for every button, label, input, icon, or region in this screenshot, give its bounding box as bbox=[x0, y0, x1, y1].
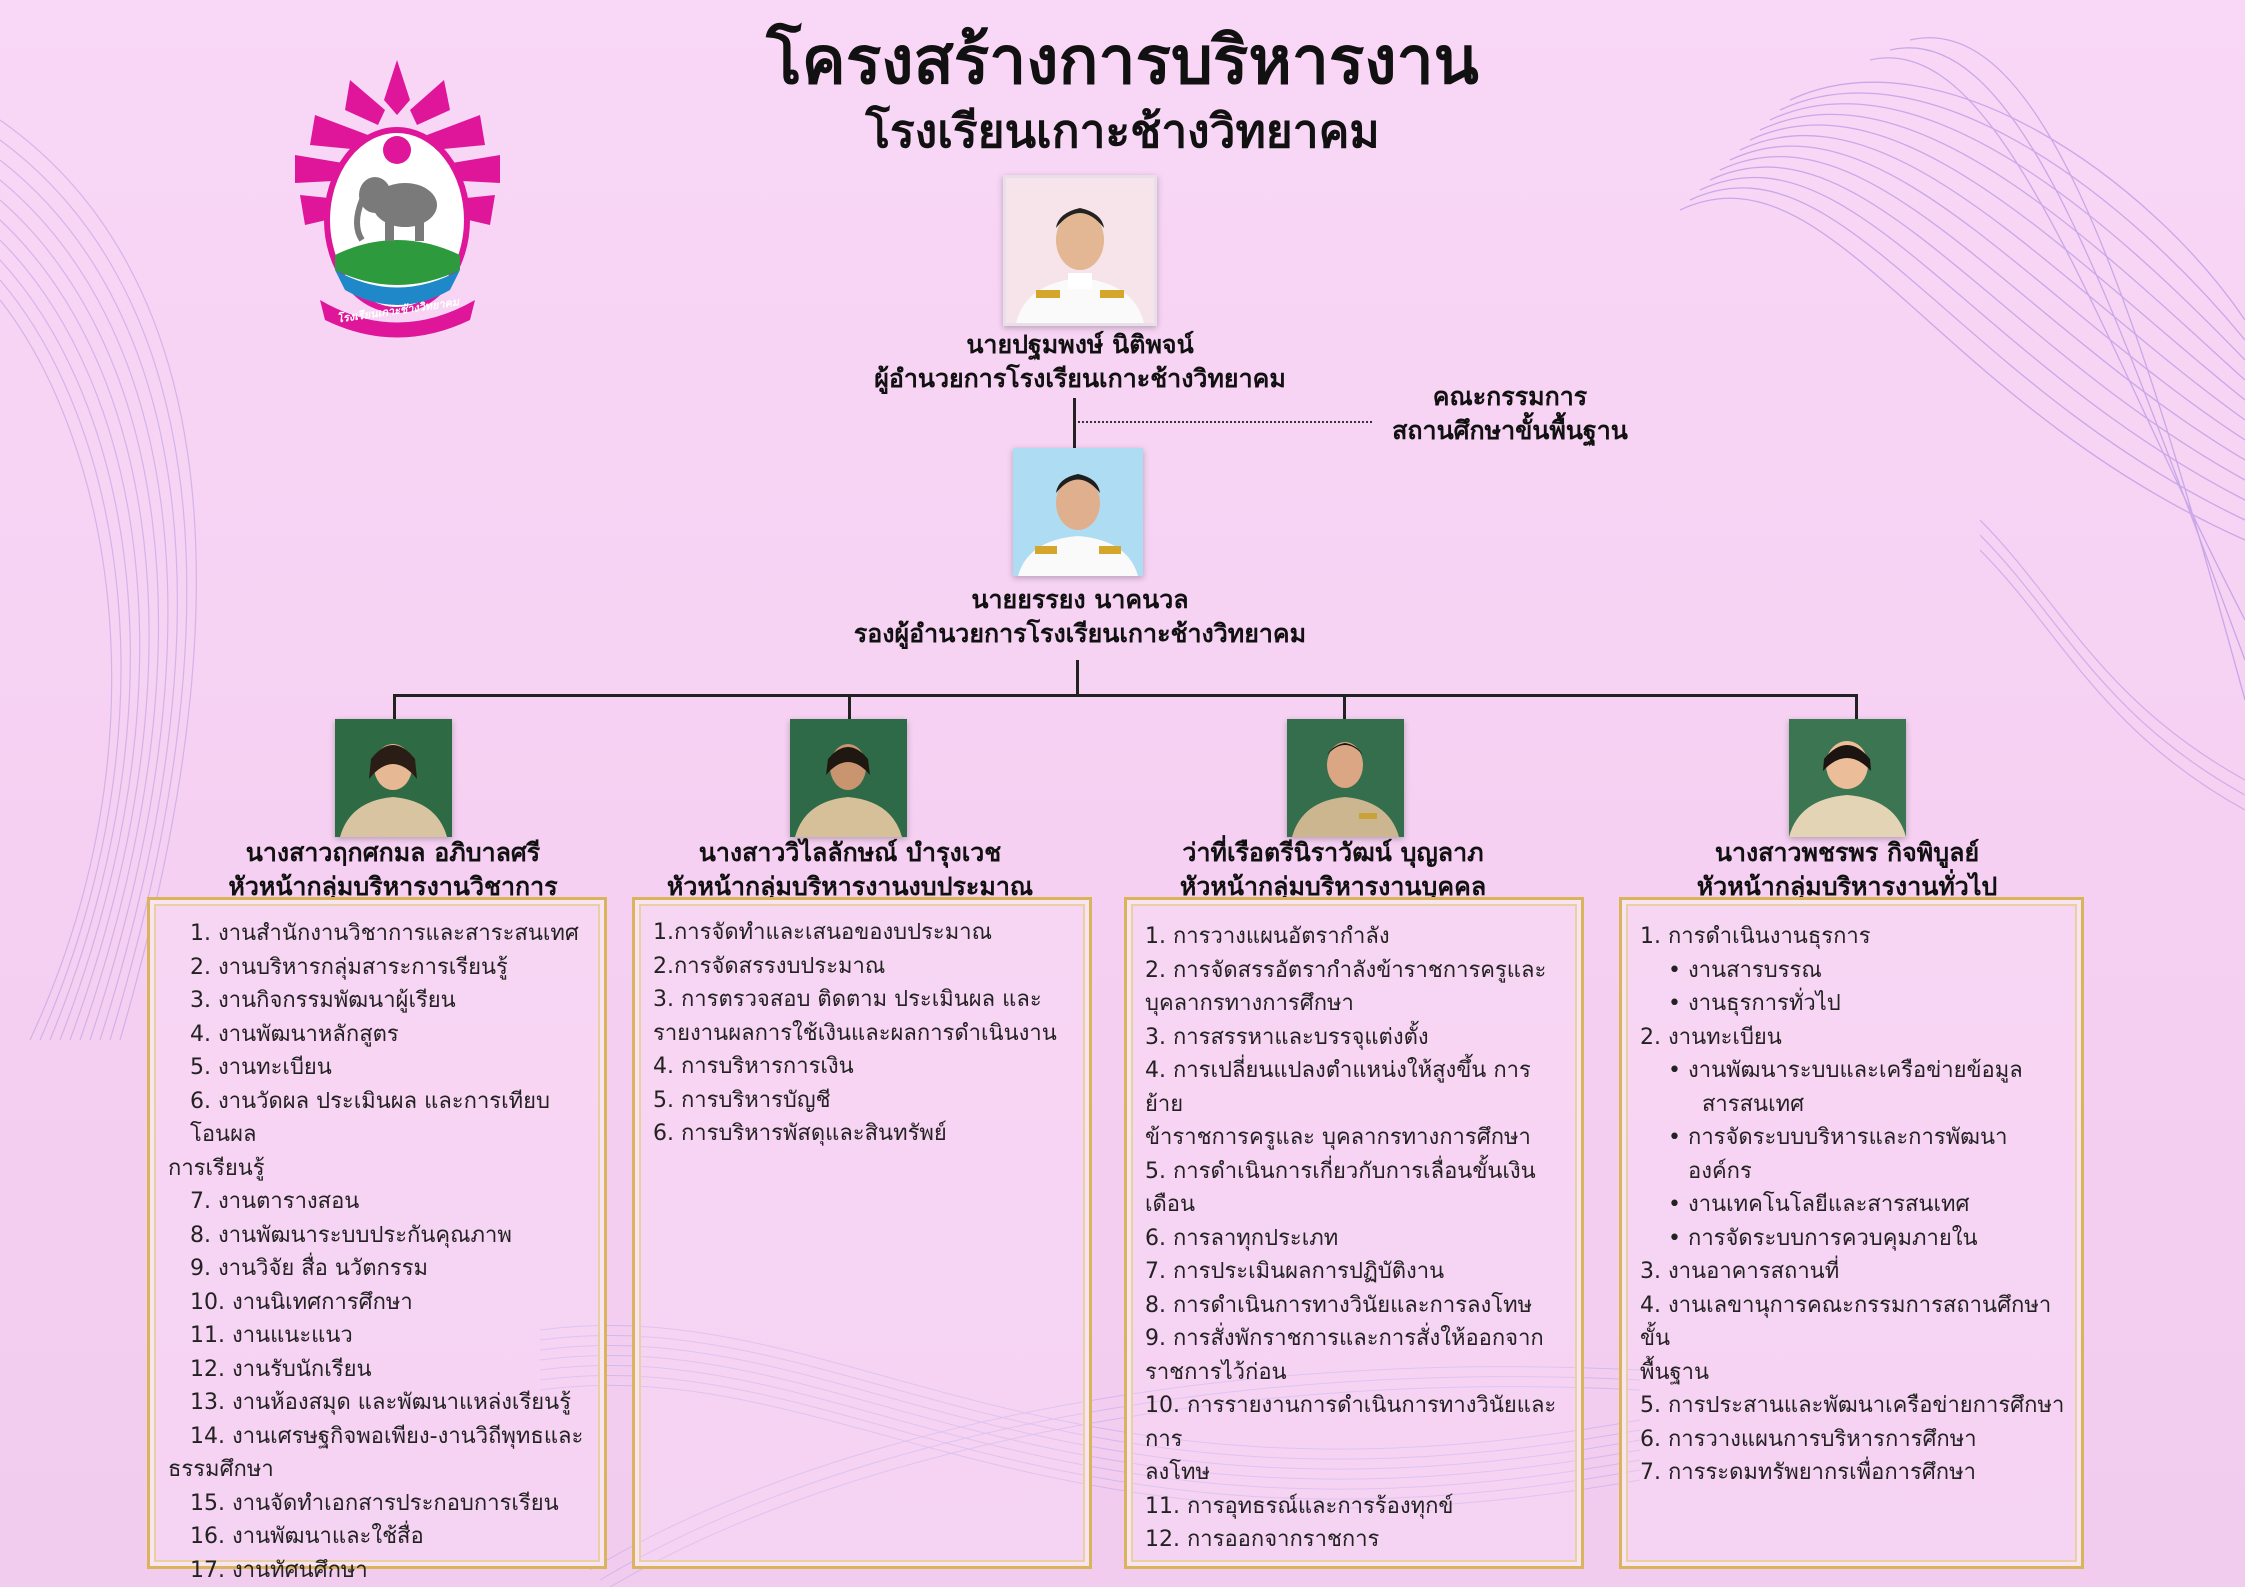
duty-item: 9. งานวิจัย สื่อ นวัตกรรม bbox=[190, 1256, 429, 1281]
duty-item: 1.การจัดทำและเสนอของบประมาณ bbox=[653, 920, 993, 945]
duty-item: 5. การประสานและพัฒนาเครือข่ายการศึกษา bbox=[1640, 1393, 2065, 1418]
duty-item: 3. งานอาคารสถานที่ bbox=[1640, 1259, 1840, 1284]
page-subtitle: โรงเรียนเกาะช้างวิทยาคม bbox=[865, 104, 1380, 158]
connector-group-1 bbox=[393, 694, 396, 720]
duty-item: 6. งานวัดผล ประเมินผล และการเทียบโอนผล bbox=[190, 1088, 550, 1147]
duty-item: 11. การอุทธรณ์และการร้องทุกข์ bbox=[1145, 1493, 1454, 1519]
connector-group-3 bbox=[1343, 694, 1346, 720]
deputy-position: รองผู้อำนวยการโรงเรียนเกาะช้างวิทยาคม bbox=[853, 619, 1307, 648]
group-2-duties-box bbox=[632, 897, 1092, 1569]
group-2-head-name: นางสาววิไลลักษณ์ บำรุงเวช bbox=[698, 838, 1002, 867]
duty-item: 1. งานสำนักงานวิชาการและสาระสนเทศ bbox=[190, 921, 579, 946]
duty-item: 16. งานพัฒนาและใช้สื่อ bbox=[190, 1524, 424, 1549]
duty-item: 9. การสั่งพักราชการและการสั่งให้ออกจาก bbox=[1145, 1326, 1544, 1351]
duty-item: 2. การจัดสรรอัตรากำลังข้าราชการครูและ bbox=[1145, 957, 1547, 983]
group-1-head-position: หัวหน้ากลุ่มบริหารงานวิชาการ bbox=[228, 872, 558, 901]
duty-item: รายงานผลการใช้เงินและผลการดำเนินงาน bbox=[653, 1020, 1057, 1046]
group-3-head-position: หัวหน้ากลุ่มบริหารงานบุคคล bbox=[1179, 872, 1487, 901]
duty-item: 7. การระดมทรัพยากรเพื่อการศึกษา bbox=[1640, 1460, 1976, 1485]
group-4-head-position: หัวหน้ากลุ่มบริหารงานทั่วไป bbox=[1696, 872, 1998, 901]
duty-item: 3. การตรวจสอบ ติดตาม ประเมินผล และ bbox=[653, 987, 1042, 1012]
duty-item: 2. งานบริหารกลุ่มสาระการเรียนรู้ bbox=[190, 954, 508, 980]
duty-item: 6. การบริหารพัสดุและสินทรัพย์ bbox=[653, 1121, 947, 1146]
board-info bbox=[1340, 380, 1680, 448]
group-1-head-info bbox=[183, 836, 603, 904]
duty-item: 14. งานเศรษฐกิจพอเพียง-งานวิถีพุทธและ bbox=[190, 1423, 584, 1449]
director-photo bbox=[1003, 175, 1157, 326]
school-logo bbox=[290, 55, 505, 340]
duty-item: 3. การสรรหาและบรรจุแต่งตั้ง bbox=[1145, 1024, 1429, 1050]
director-name: นายปฐมพงษ์ นิติพจน์ bbox=[966, 330, 1194, 359]
director-info bbox=[770, 328, 1390, 396]
group-2-head-photo bbox=[790, 719, 907, 837]
duty-item: 7. งานตารางสอน bbox=[190, 1189, 360, 1214]
connector-director-deputy bbox=[1073, 398, 1076, 450]
deputy-name: นายยรรยง นาคนวล bbox=[971, 585, 1189, 614]
board-line-2: สถานศึกษาขั้นพื้นฐาน bbox=[1392, 416, 1628, 445]
decorative-waves-right-lower bbox=[1980, 520, 2245, 820]
duty-item: 5. การบริหารบัญชี bbox=[653, 1087, 831, 1113]
duty-item: 17. งานทัศนศึกษา bbox=[190, 1557, 368, 1583]
group-3-head-photo bbox=[1287, 719, 1404, 837]
duty-sub-item: • งานเทคโนโลยีและสารสนเทศ bbox=[1640, 1188, 2067, 1222]
duty-item: 8. งานพัฒนาระบบประกันคุณภาพ bbox=[190, 1222, 512, 1248]
connector-group-2 bbox=[848, 694, 851, 720]
duty-item: 11. งานแนะแนว bbox=[190, 1323, 353, 1348]
duty-item: 1. การดำเนินงานธุรการ bbox=[1640, 924, 1871, 949]
connector-horizontal bbox=[393, 694, 1858, 697]
duty-item: การเรียนรู้ bbox=[168, 1155, 265, 1181]
board-line-1: คณะกรรมการ bbox=[1432, 382, 1588, 411]
duty-item: 4. งานเลขานุการคณะกรรมการสถานศึกษาขั้น bbox=[1640, 1292, 2052, 1351]
duty-item: 13. งานห้องสมุด และพัฒนาแหล่งเรียนรู้ bbox=[190, 1390, 572, 1415]
director-position: ผู้อำนวยการโรงเรียนเกาะช้างวิทยาคม bbox=[874, 364, 1286, 393]
page-title: โครงสร้างการบริหารงาน bbox=[766, 22, 1479, 99]
duty-item: ลงโทษ bbox=[1145, 1460, 1211, 1485]
duty-sub-item: • งานสารบรรณ bbox=[1640, 954, 2067, 988]
connector-group-4 bbox=[1855, 694, 1858, 720]
group-4-head-name: นางสาวพชรพร กิจพิบูลย์ bbox=[1714, 838, 1980, 867]
duty-item: 4. งานพัฒนาหลักสูตร bbox=[190, 1021, 399, 1047]
duty-sub-item: • การจัดระบบบริหารและการพัฒนาองค์กร bbox=[1640, 1121, 2067, 1188]
duty-item: 1. การวางแผนอัตรากำลัง bbox=[1145, 924, 1390, 949]
duty-item: 5. การดำเนินการเกี่ยวกับการเลื่อนขั้นเงินเดือน bbox=[1145, 1158, 1536, 1217]
group-1-head-name: นางสาวฤกศกมล อภิบาลศรี bbox=[245, 838, 541, 867]
group-2-head-info bbox=[640, 836, 1060, 904]
duty-item: 12. งานรับนักเรียน bbox=[190, 1356, 372, 1382]
group-3-head-info bbox=[1123, 836, 1543, 904]
group-2-head-position: หัวหน้ากลุ่มบริหารงานงบประมาณ bbox=[666, 872, 1034, 901]
duty-item: บุคลากรทางการศึกษา bbox=[1145, 991, 1354, 1016]
connector-board-dotted bbox=[1078, 421, 1372, 423]
duty-item: 7. การประเมินผลการปฏิบัติงาน bbox=[1145, 1259, 1445, 1284]
duty-item: ข้าราชการครูและ บุคลากรทางการศึกษา bbox=[1145, 1125, 1531, 1150]
duty-item: 6. การวางแผนการบริหารการศึกษา bbox=[1640, 1426, 1977, 1452]
duty-item: 4. การบริหารการเงิน bbox=[653, 1054, 854, 1079]
logo-banner-text: โรงเรียนเกาะช้างวิทยาคม bbox=[336, 295, 460, 326]
group-3-duties-box bbox=[1124, 897, 1584, 1569]
duty-item: 10. การรายงานการดำเนินการทางวินัยและการ bbox=[1145, 1393, 1557, 1452]
group-4-duties-box bbox=[1619, 897, 2084, 1569]
group-1-duties-box bbox=[147, 897, 607, 1583]
duty-item: 12. การออกจากราชการ bbox=[1145, 1527, 1380, 1552]
duty-item: 5. งานทะเบียน bbox=[190, 1055, 332, 1080]
group-1-head-photo bbox=[335, 719, 452, 837]
duty-item: พื้นฐาน bbox=[1640, 1359, 1710, 1385]
group-4-head-photo bbox=[1789, 719, 1906, 837]
duty-item: 3. งานกิจกรรมพัฒนาผู้เรียน bbox=[190, 988, 456, 1013]
group-4-head-info bbox=[1637, 836, 2057, 904]
duty-item: ราชการไว้ก่อน bbox=[1145, 1359, 1287, 1385]
duty-sub-item: • การจัดระบบการควบคุมภายใน bbox=[1640, 1222, 2067, 1256]
duty-item: 2. งานทะเบียน bbox=[1640, 1024, 1782, 1050]
duty-item: 8. การดำเนินการทางวินัยและการลงโทษ bbox=[1145, 1292, 1533, 1318]
group-3-head-name: ว่าที่เรือตรีนิราวัฒน์ บุญลาภ bbox=[1182, 838, 1484, 867]
duty-item: 4. การเปลี่ยนแปลงตำแหน่งให้สูงขึ้น การย้าย bbox=[1145, 1058, 1531, 1117]
deputy-photo bbox=[1013, 448, 1143, 576]
duty-item: ธรรมศึกษา bbox=[168, 1457, 274, 1482]
connector-deputy-groups bbox=[1076, 660, 1079, 695]
deputy-info bbox=[770, 583, 1390, 651]
duty-sub-item-cont: สารสนเทศ bbox=[1702, 1091, 1805, 1117]
duty-item: 6. การลาทุกประเภท bbox=[1145, 1225, 1339, 1251]
duty-item: 10. งานนิเทศการศึกษา bbox=[190, 1289, 413, 1315]
duty-sub-item: • งานธุรการทั่วไป bbox=[1640, 987, 2067, 1021]
duty-item: 15. งานจัดทำเอกสารประกอบการเรียน bbox=[190, 1490, 559, 1516]
duty-item: 2.การจัดสรรงบประมาณ bbox=[653, 953, 886, 979]
duty-sub-item: • งานพัฒนาระบบและเครือข่ายข้อมูล bbox=[1640, 1054, 2067, 1088]
